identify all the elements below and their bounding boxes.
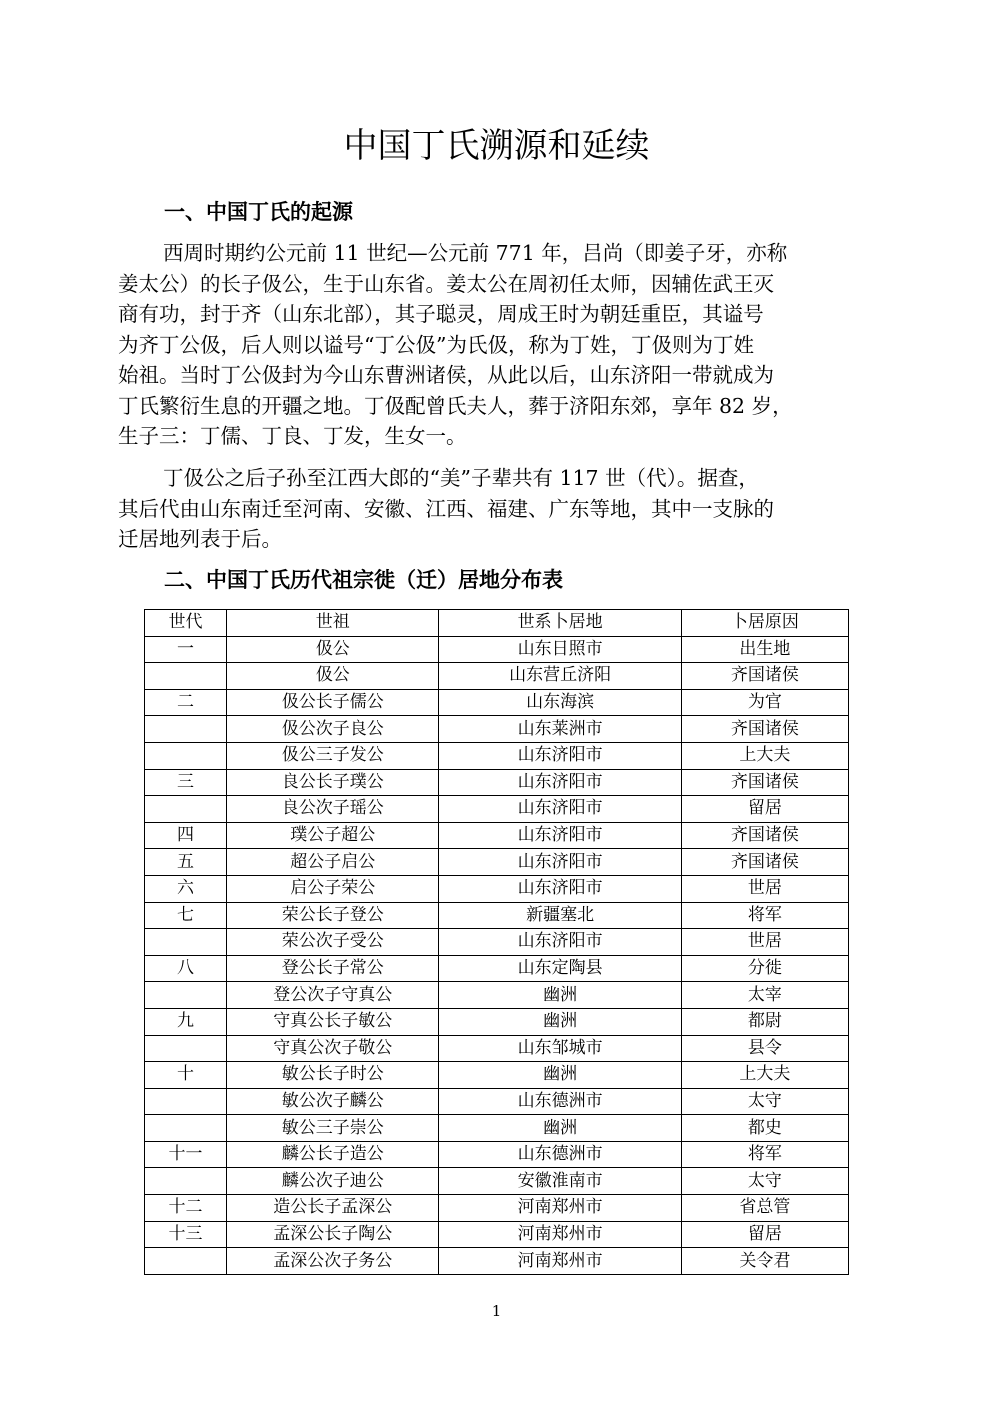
generation-cell: 十 <box>145 1062 227 1089</box>
ancestor-cell: 孟深公次子务公 <box>227 1248 439 1275</box>
ancestor-cell: 良公次子瑶公 <box>227 796 439 823</box>
table-row <box>145 929 849 956</box>
paragraph-descendants <box>118 463 860 555</box>
table-row <box>145 982 849 1009</box>
residence-cell: 山东济阳市 <box>439 822 681 849</box>
reason-cell: 县令 <box>681 1035 848 1062</box>
ancestor-cell: 敏公三子崇公 <box>227 1115 439 1142</box>
reason-cell: 太宰 <box>681 982 848 1009</box>
ancestor-cell: 守真公次子敬公 <box>227 1035 439 1062</box>
reason-cell: 齐国诸侯 <box>681 769 848 796</box>
table-row <box>145 689 849 716</box>
generation-cell: 十二 <box>145 1195 227 1222</box>
residence-cell: 山东济阳市 <box>439 769 681 796</box>
generation-cell: 七 <box>145 902 227 929</box>
generation-cell <box>145 796 227 823</box>
generation-cell: 十一 <box>145 1141 227 1168</box>
text-line: 其后代由山东南迁至河南、安徽、江西、福建、广东等地，其中一支脉的 <box>118 496 774 521</box>
ancestor-cell: 敏公次子麟公 <box>227 1088 439 1115</box>
column-header-generation: 世代 <box>145 610 227 637</box>
table-row <box>145 1221 849 1248</box>
residence-cell: 山东德洲市 <box>439 1088 681 1115</box>
residence-cell: 幽洲 <box>439 1115 681 1142</box>
residence-cell: 山东济阳市 <box>439 796 681 823</box>
ancestor-cell: 登公次子守真公 <box>227 982 439 1009</box>
paragraph-origin <box>118 238 860 452</box>
table-row <box>145 742 849 769</box>
ancestor-cell: 伋公三子发公 <box>227 742 439 769</box>
table-row <box>145 769 849 796</box>
table-row <box>145 796 849 823</box>
table-row <box>145 663 849 690</box>
ancestor-cell: 孟深公长子陶公 <box>227 1221 439 1248</box>
reason-cell: 将军 <box>681 902 848 929</box>
table-row <box>145 875 849 902</box>
reason-cell: 上大夫 <box>681 1062 848 1089</box>
table-row <box>145 1088 849 1115</box>
table-header-row <box>145 610 849 637</box>
generation-cell <box>145 982 227 1009</box>
reason-cell: 留居 <box>681 796 848 823</box>
generation-cell <box>145 1168 227 1195</box>
column-header-ancestor: 世祖 <box>227 610 439 637</box>
text-line: 迁居地列表于后。 <box>118 527 282 551</box>
residence-cell: 河南郑州市 <box>439 1195 681 1222</box>
ancestor-cell: 伋公次子良公 <box>227 716 439 743</box>
table-row <box>145 902 849 929</box>
ancestor-cell: 伋公 <box>227 636 439 663</box>
table-row <box>145 636 849 663</box>
reason-cell: 太守 <box>681 1088 848 1115</box>
table-row <box>145 822 849 849</box>
generation-cell <box>145 742 227 769</box>
ancestor-cell: 登公长子常公 <box>227 955 439 982</box>
residence-cell: 河南郑州市 <box>439 1221 681 1248</box>
generation-cell: 六 <box>145 875 227 902</box>
ancestor-cell: 敏公长子时公 <box>227 1062 439 1089</box>
residence-cell: 安徽淮南市 <box>439 1168 681 1195</box>
section-heading-distribution: 二、中国丁氏历代祖宗徙（迁）居地分布表 <box>164 567 563 592</box>
generation-cell: 八 <box>145 955 227 982</box>
residence-cell: 山东定陶县 <box>439 955 681 982</box>
text-line: 生子三：丁儒、丁良、丁发，生女一。 <box>118 424 467 448</box>
residence-cell: 幽洲 <box>439 1062 681 1089</box>
residence-cell: 山东日照市 <box>439 636 681 663</box>
table-row <box>145 1141 849 1168</box>
table-row <box>145 1168 849 1195</box>
text-line: 始祖。当时丁公伋封为今山东曹洲诸侯，从此以后，山东济阳一带就成为 <box>118 363 774 387</box>
table-row <box>145 1008 849 1035</box>
text-line: 为齐丁公伋，后人则以谥号“丁公伋”为氏伋，称为丁姓，丁伋则为丁姓 <box>118 332 754 357</box>
generation-cell <box>145 1035 227 1062</box>
ancestor-cell: 伋公 <box>227 663 439 690</box>
residence-cell: 幽洲 <box>439 1008 681 1035</box>
generation-cell <box>145 716 227 743</box>
residence-cell: 山东济阳市 <box>439 875 681 902</box>
reason-cell: 齐国诸侯 <box>681 822 848 849</box>
residence-cell: 河南郑州市 <box>439 1248 681 1275</box>
reason-cell: 都史 <box>681 1115 848 1142</box>
reason-cell: 分徙 <box>681 955 848 982</box>
ancestor-cell: 璞公子超公 <box>227 822 439 849</box>
generation-cell: 一 <box>145 636 227 663</box>
ancestor-cell: 伋公长子儒公 <box>227 689 439 716</box>
reason-cell: 都尉 <box>681 1008 848 1035</box>
section-heading-origin: 一、中国丁氏的起源 <box>164 199 353 224</box>
reason-cell: 世居 <box>681 929 848 956</box>
table-row <box>145 1115 849 1142</box>
reason-cell: 将军 <box>681 1141 848 1168</box>
reason-cell: 世居 <box>681 875 848 902</box>
reason-cell: 出生地 <box>681 636 848 663</box>
text-line: 西周时期约公元前 11 世纪—公元前 771 年，吕尚（即姜子牙，亦称 <box>163 241 788 265</box>
generation-cell <box>145 1088 227 1115</box>
page-number: 1 <box>491 1302 502 1320</box>
generation-cell: 十三 <box>145 1221 227 1248</box>
reason-cell: 齐国诸侯 <box>681 849 848 876</box>
ancestor-cell: 造公长子孟深公 <box>227 1195 439 1222</box>
reason-cell: 省总管 <box>681 1195 848 1222</box>
residence-cell: 山东营丘济阳 <box>439 663 681 690</box>
reason-cell: 为官 <box>681 689 848 716</box>
residence-cell: 幽洲 <box>439 982 681 1009</box>
text-line: 丁氏繁衍生息的开疆之地。丁伋配曾氏夫人，葬于济阳东郊，享年 82 岁， <box>118 393 793 418</box>
table-row <box>145 1195 849 1222</box>
reason-cell: 上大夫 <box>681 742 848 769</box>
generation-cell <box>145 1248 227 1275</box>
ancestor-cell: 守真公长子敏公 <box>227 1008 439 1035</box>
residence-cell: 山东邹城市 <box>439 1035 681 1062</box>
residence-cell: 山东济阳市 <box>439 742 681 769</box>
ancestor-cell: 麟公次子迪公 <box>227 1168 439 1195</box>
ancestor-cell: 荣公次子受公 <box>227 929 439 956</box>
text-line: 商有功，封于齐（山东北部），其子聪灵，周成王时为朝廷重臣，其谥号 <box>118 302 764 326</box>
reason-cell: 齐国诸侯 <box>681 663 848 690</box>
ancestor-cell: 良公长子璞公 <box>227 769 439 796</box>
text-line: 姜太公）的长子伋公，生于山东省。姜太公在周初任太师，因辅佐武王灭 <box>118 271 774 296</box>
migration-table <box>144 609 849 1275</box>
residence-cell: 山东莱洲市 <box>439 716 681 743</box>
residence-cell: 山东济阳市 <box>439 849 681 876</box>
table-row <box>145 1062 849 1089</box>
generation-cell: 二 <box>145 689 227 716</box>
residence-cell: 山东海滨 <box>439 689 681 716</box>
generation-cell <box>145 929 227 956</box>
generation-cell: 九 <box>145 1008 227 1035</box>
generation-cell <box>145 1115 227 1142</box>
column-header-reason: 卜居原因 <box>681 610 848 637</box>
column-header-residence: 世系卜居地 <box>439 610 681 637</box>
reason-cell: 齐国诸侯 <box>681 716 848 743</box>
residence-cell: 山东济阳市 <box>439 929 681 956</box>
residence-cell: 山东德洲市 <box>439 1141 681 1168</box>
ancestor-cell: 麟公长子造公 <box>227 1141 439 1168</box>
generation-cell <box>145 663 227 690</box>
generation-cell: 五 <box>145 849 227 876</box>
reason-cell: 太守 <box>681 1168 848 1195</box>
ancestor-cell: 荣公长子登公 <box>227 902 439 929</box>
reason-cell: 关令君 <box>681 1248 848 1275</box>
residence-cell: 新疆塞北 <box>439 902 681 929</box>
table-row <box>145 849 849 876</box>
ancestor-cell: 超公子启公 <box>227 849 439 876</box>
ancestor-cell: 启公子荣公 <box>227 875 439 902</box>
table-row <box>145 955 849 982</box>
text-line: 丁伋公之后子孙至江西大郎的“美”子辈共有 117 世（代）。据查， <box>163 466 759 490</box>
table-row <box>145 716 849 743</box>
table-body <box>145 636 849 1274</box>
reason-cell: 留居 <box>681 1221 848 1248</box>
table-row <box>145 1248 849 1275</box>
generation-cell: 三 <box>145 769 227 796</box>
generation-cell: 四 <box>145 822 227 849</box>
table-row <box>145 1035 849 1062</box>
page-title: 中国丁氏溯源和延续 <box>343 126 650 166</box>
